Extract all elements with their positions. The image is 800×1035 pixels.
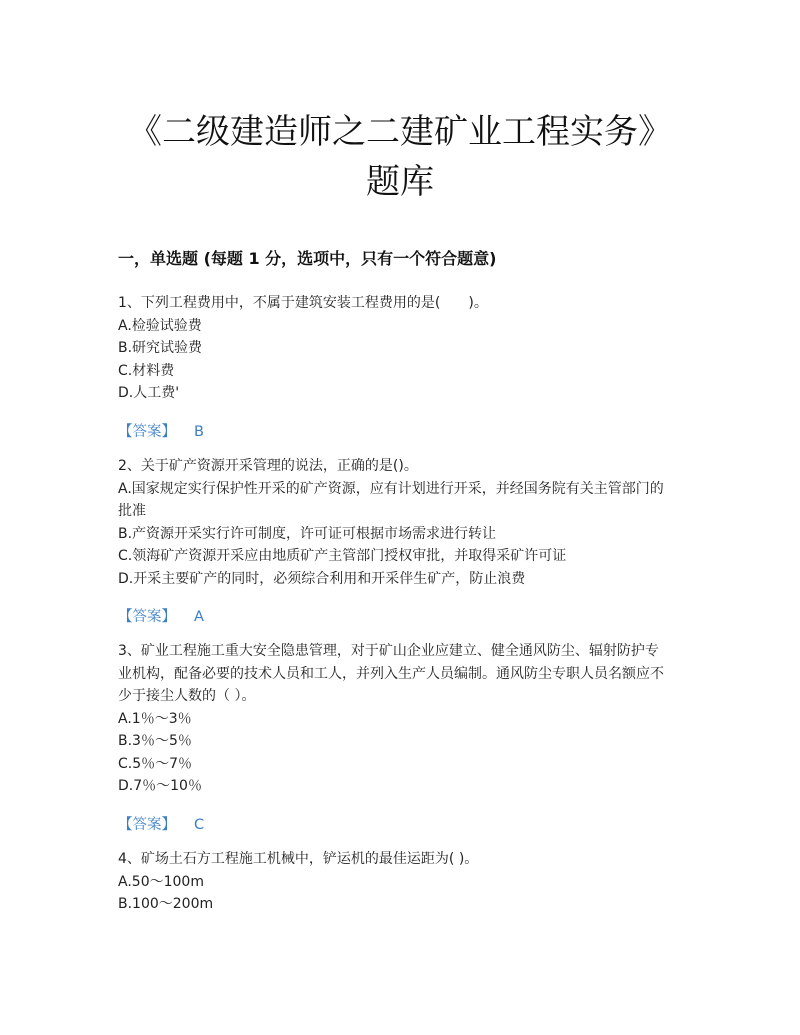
answer-value: B: [194, 424, 204, 440]
question-1-option-d: D.人工费': [118, 385, 180, 401]
question-3-option-a: A.1％～3％: [118, 710, 192, 727]
answer-value: A: [194, 609, 204, 625]
question-2-stem: 2、关于矿产资源开采管理的说法，正确的是()。: [118, 458, 418, 474]
answer-value: C: [194, 817, 205, 833]
document-title-line-1: 《二级建造师之二建矿业工程实务》: [128, 112, 672, 152]
question-1-option-c: C.材料费: [118, 362, 175, 379]
question-1-stem: 1、下列工程费用中，不属于建筑安装工程费用的是( )。: [118, 295, 488, 311]
question-1: [118, 292, 690, 405]
answer-label: 【答案】: [118, 424, 176, 440]
answer-label: 【答案】: [118, 609, 176, 625]
question-3-option-d: D.7％～10％: [118, 778, 202, 794]
question-3: [118, 640, 690, 798]
question-1-option-b: B.研究试验费: [118, 340, 203, 356]
question-2-option-c: C.领海矿产资源开采应由地质矿产主管部门授权审批，并取得采矿许可证: [118, 548, 567, 564]
question-3-stem-line-3: 少于接尘人数的（ ）。: [118, 688, 256, 704]
question-3-option-b: B.3％～5％: [118, 733, 192, 749]
question-3-answer: [118, 813, 204, 834]
question-2-option-b: B.产资源开采实行许可制度，许可证可根据市场需求进行转让: [118, 525, 497, 542]
question-1-answer: [118, 420, 204, 441]
question-2-answer: [118, 605, 204, 626]
question-2: [118, 455, 690, 590]
question-3-option-c: C.5％～7％: [118, 755, 193, 772]
question-1-option-a: A.检验试验费: [118, 317, 202, 334]
question-2-option-a: A.国家规定实行保护性开采的矿产资源，应有计划进行开采，并经国务院有关主管部门的: [118, 480, 664, 497]
question-4-option-b: B.100～200m: [118, 896, 214, 912]
question-2-option-a-continued: 批准: [118, 503, 146, 519]
question-4-option-a: A.50～100m: [118, 873, 204, 890]
section-heading: 一，单选题 (每题 1 分，选项中，只有一个符合题意): [118, 249, 497, 268]
question-2-option-d: D.开采主要矿产的同时，必须综合利用和开采伴生矿产，防止浪费: [118, 570, 526, 587]
answer-label: 【答案】: [118, 817, 176, 833]
question-3-stem-line-2: 业机构，配备必要的技术人员和工人，并列入生产人员编制。通风防尘专职人员名额应不: [118, 665, 664, 682]
question-4: [118, 848, 690, 916]
question-3-stem-line-1: 3、矿业工程施工重大安全隐患管理，对于矿山企业应建立、健全通风防尘、辐射防护专: [118, 643, 659, 659]
document-title-line-2: 题库: [366, 162, 434, 202]
question-4-stem: 4、矿场土石方工程施工机械中，铲运机的最佳运距为( )。: [118, 851, 479, 867]
